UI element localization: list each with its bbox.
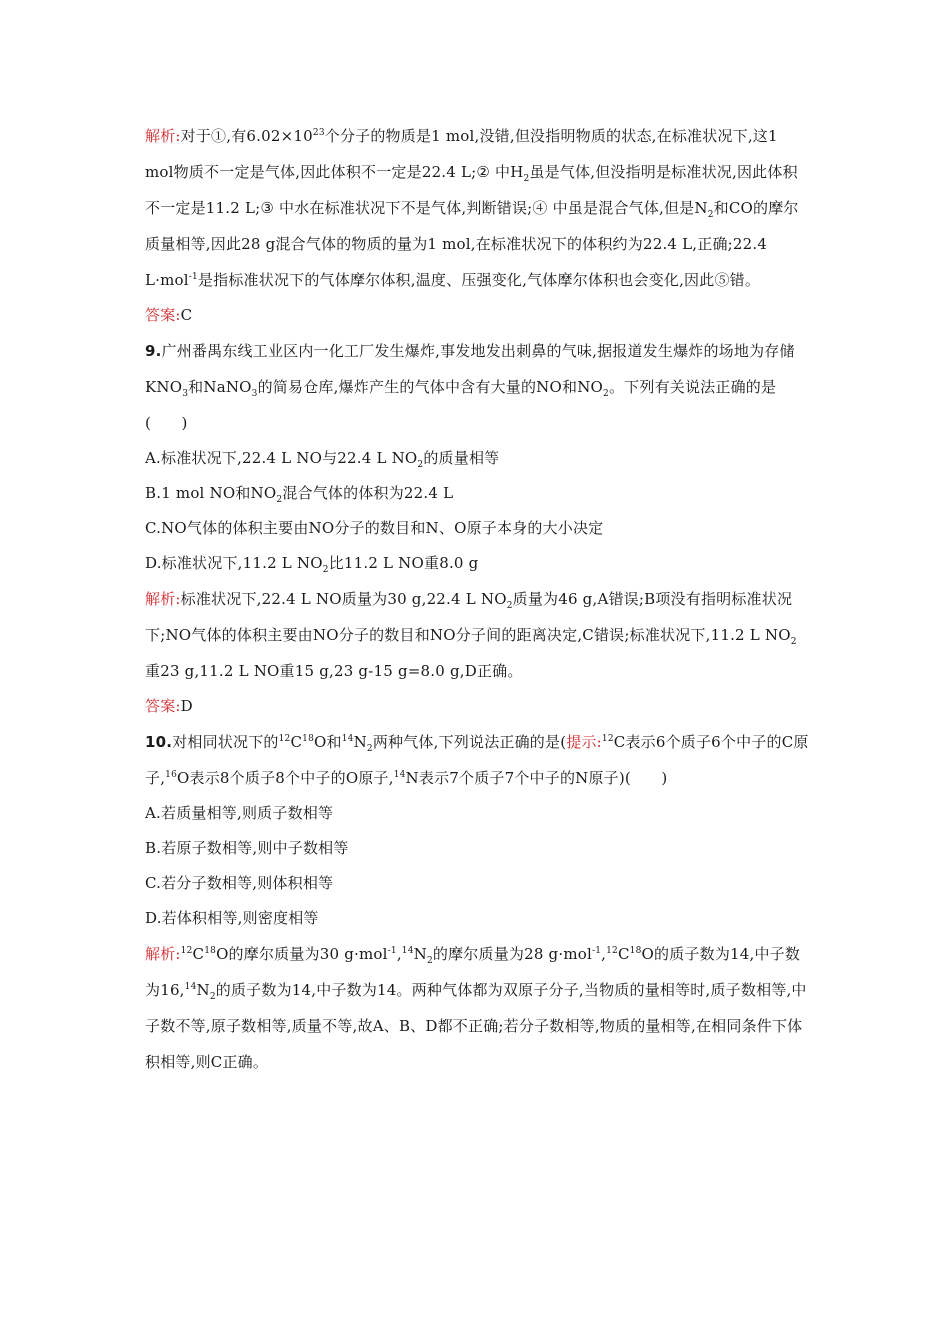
answer-value: D (180, 697, 193, 715)
q9-analysis (145, 581, 810, 689)
text-run: 和CO的摩尔质量相等,因此28 g混合气体的物质的量为1 mol,在标准状况下的体积约为22.4 L,正确;22.4 L·mol (145, 199, 799, 289)
superscript: 14 (393, 770, 406, 780)
analysis-label: 解析: (145, 127, 181, 145)
q10-stem (145, 724, 810, 796)
text-run: C表示6个质子6个中子的C原子, (145, 733, 809, 787)
q9-option-d (145, 546, 810, 581)
text-run: A.若质量相等,则质子数相等 (145, 804, 334, 822)
subscript: 2 (366, 744, 373, 754)
text-run: N (353, 733, 367, 751)
q9-stem-text (145, 342, 795, 432)
superscript: -1 (387, 946, 397, 956)
text-run: B.1 mol NO和NO (145, 484, 277, 502)
text-run: 对相同状况下的 (172, 733, 279, 751)
subscript: 2 (209, 992, 216, 1002)
q9-option-a (145, 441, 810, 476)
q10-option-d (145, 901, 810, 936)
text-run: O的质子数为14,中子数为16, (145, 945, 801, 999)
q10-option-a (145, 796, 810, 831)
q10-option-b (145, 831, 810, 866)
superscript: 18 (204, 946, 217, 956)
superscript: 12 (278, 734, 291, 744)
text-run: A.标准状况下,22.4 L NO与22.4 L NO (145, 449, 418, 467)
superscript: 12 (180, 946, 193, 956)
text-run: , (601, 945, 607, 963)
text-run: N (413, 945, 427, 963)
answer-label: 答案: (145, 306, 181, 324)
text-run: 是指标准状况下的气体摩尔体积,温度、压强变化,气体摩尔体积也会变化,因此⑤错。 (197, 271, 761, 289)
text-run: 质量为46 g,A错误;B项没有指明标准状况下;NO气体的体积主要由NO分子的数目和NO分子间的距离决定,C错误;标准状况下,11.2 L NO (145, 590, 793, 644)
text-run: 广州番禺东线工业区内一化工厂发生爆炸,事发地发出刺鼻的气味,据报道发生爆炸的场地为存储KNO (145, 342, 795, 396)
q9-option-c (145, 511, 810, 546)
subscript: 3 (251, 389, 258, 399)
subscript: 3 (182, 389, 189, 399)
text-run: C (290, 733, 303, 751)
subscript: 2 (603, 389, 609, 399)
superscript: 12 (606, 946, 618, 956)
analysis-label: 解析: (145, 590, 181, 608)
text-run: 重23 g,11.2 L NO重15 g,23 g-15 g=8.0 g,D正确。 (145, 662, 523, 680)
text-run: 和NaNO (188, 378, 252, 396)
text-run: , (396, 945, 402, 963)
text-run: 的简易仓库,爆炸产生的气体中含有大量的NO和NO (257, 378, 604, 396)
text-run: 标准状况下,22.4 L NO质量为30 g,22.4 L NO (180, 590, 507, 608)
superscript: 18 (629, 946, 642, 956)
text-run: C (617, 945, 630, 963)
text-run: C.NO气体的体积主要由NO分子的数目和N、O原子本身的大小决定 (145, 519, 604, 537)
superscript: 18 (302, 734, 314, 744)
text-run: D.标准状况下,11.2 L NO (145, 554, 323, 572)
subscript: 2 (790, 637, 797, 647)
answer-value: C (180, 306, 193, 324)
superscript: 14 (341, 734, 354, 744)
text-run: 的摩尔质量为28 g·mol (432, 945, 592, 963)
text-run: 对于①,有6.02×10 (180, 127, 313, 145)
document-content (145, 118, 810, 1080)
q10-stem-before-hint (172, 733, 567, 754)
superscript: -1 (188, 272, 198, 282)
superscript: 16 (165, 770, 178, 780)
answer-label: 答案: (145, 697, 181, 715)
subscript: 2 (417, 460, 424, 470)
q8-answer (145, 298, 810, 333)
text-run: 混合气体的体积为22.4 L (282, 484, 454, 502)
q10-option-c (145, 866, 810, 901)
superscript: 12 (601, 734, 614, 744)
q9-analysis-text (145, 590, 797, 680)
superscript: 14 (401, 946, 414, 956)
q8-analysis (145, 118, 810, 298)
text-run: 两种气体,下列说法正确的是( (372, 733, 567, 751)
q9-option-b (145, 476, 810, 511)
superscript: -1 (591, 946, 602, 956)
subscript: 2 (426, 956, 433, 966)
q9-stem (145, 333, 810, 441)
text-run: B.若原子数相等,则中子数相等 (145, 839, 349, 857)
text-run: D.若体积相等,则密度相等 (145, 909, 319, 927)
q10-analysis (145, 936, 810, 1080)
q9-answer (145, 689, 810, 724)
text-run: C (192, 945, 205, 963)
subscript: 2 (506, 601, 513, 611)
text-run: 个分子的物质是1 mol,没错,但没指明物质的状态,在标准状况下,这1 mol物质不一定是气体,因此体积不一定是22.4 L;② 中H (145, 127, 778, 181)
subscript: 2 (276, 495, 283, 505)
text-run: N (196, 981, 210, 999)
subscript: 2 (322, 565, 329, 575)
subscript: 2 (707, 210, 714, 220)
superscript: 23 (312, 128, 325, 138)
question-number: 9. (145, 342, 162, 360)
q10-analysis-text (145, 945, 807, 1071)
text-run: C.若分子数相等,则体积相等 (145, 874, 334, 892)
text-run: O和 (314, 733, 342, 751)
text-run: 。下列有关说法正确的是( ) (145, 378, 777, 432)
text-run: 比11.2 L NO重8.0 g (328, 554, 479, 572)
question-number: 10. (145, 733, 173, 751)
text-run: O的摩尔质量为30 g·mol (216, 945, 388, 963)
subscript: 2 (523, 174, 530, 184)
text-run: O表示8个质子8个中子的O原子, (177, 769, 394, 787)
hint-label: 提示: (566, 733, 602, 751)
text-run: 虽是气体,但没指明是标准状况,因此体积不一定是11.2 L;③ 中水在标准状况下不是气体,判断错误;④ 中虽是混合气体,但是N (145, 163, 798, 217)
analysis-label: 解析: (145, 945, 181, 963)
q8-analysis-text (145, 127, 799, 289)
text-run: 的质量相等 (423, 449, 500, 467)
text-run: 的质子数为14,中子数为14。两种气体都为双原子分子,当物质的量相等时,质子数相等,中子数不等,原子数相等,质量不等,故A、B、D都不正确;若分子数相等,物质的量相等,在相同条件下体积相等,则C正确。 (145, 981, 807, 1071)
text-run: N表示7个质子7个中子的N原子)( ) (405, 769, 668, 787)
superscript: 14 (184, 982, 197, 992)
